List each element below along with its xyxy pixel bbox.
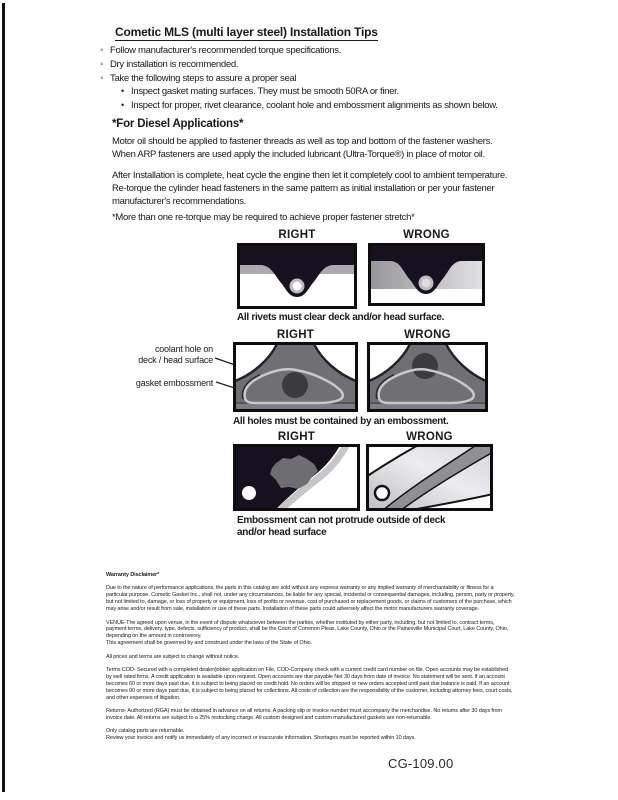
embossment-right-diagram — [233, 444, 360, 511]
coolant-hole-right-diagram — [233, 342, 358, 412]
warranty-heading: Warranty Disclaimer* — [106, 572, 160, 578]
bullet-icon — [121, 85, 131, 99]
list-item — [100, 58, 520, 72]
embossment-caption: Embossment can not protrude outside of deck and/or head surface — [237, 515, 446, 538]
returns-paragraph: Returns- Authorized (RGA) must be obtained in advance on all returns. A packing slip or invoice number must accompany the merchandise. No returns after 30 days from invoice date. All returns are subject to a 25% restocking charge. All custom designed and custom manufactured gaskets are non-returnable. — [106, 708, 502, 721]
rivet-wrong-diagram — [368, 243, 485, 306]
installation-tips-list — [100, 44, 520, 113]
embossment-wrong-diagram — [366, 444, 493, 511]
bullet-icon — [121, 99, 131, 113]
tip-text: Inspect gasket mating surfaces. They must be smooth 50RA or finer. — [131, 86, 399, 98]
invoice-review-line: Review your invoice and notify us immediately of any incorrect or inaccurate information. Shortages must be reported within 10 days. — [106, 735, 416, 742]
list-item — [100, 44, 520, 58]
warranty-paragraph: Due to the nature of performance applications, the parts in this catalog are sold without any express warranty or any implied warranty of merchantability or fitness for a particular purpose. Cometic Gasket Inc., shall not, under any circumstances, be liable for any special, incidental or consequential damages, including, person, party or property, but not limited to, damage, or loss of property or equipment, loss of profits or revenue, cost of purchased or replacement goods, or claims of customers of the purchase, which may arise and/or result from sale, installation or use of these parts. Installation of these parts could adversely affect the motor manufacturers warranty coverage. — [106, 585, 515, 613]
diesel-paragraph-1: Motor oil should be applied to fastener threads as well as top and bottom of the fastener washers. When ARP fasteners are used apply the included lubricant (Ultra-Torque®) in place of motor oil. — [112, 136, 493, 161]
gasket-embossment-annotation: gasket embossment — [135, 378, 213, 388]
right-label: RIGHT — [277, 431, 316, 443]
catalog-parts-line: Only catalog parts are returnable. — [106, 728, 185, 735]
wrong-label: WRONG — [404, 329, 451, 341]
page-title: Cometic MLS (multi layer steel) Installation Tips — [115, 25, 378, 39]
page-code: CG-109.00 — [388, 756, 454, 771]
right-label: RIGHT — [276, 329, 315, 341]
tip-text: Follow manufacturer's recommended torque specifications. — [110, 45, 342, 56]
governing-law-line: This agreement shall be governed by and construed under the laws of the State of Ohio. — [106, 640, 313, 647]
coolant-hole-caption: All holes must be contained by an embossment. — [233, 416, 449, 427]
tip-text: Dry installation is recommended. — [110, 58, 239, 70]
wrong-label: WRONG — [406, 431, 453, 443]
tip-text: Take the following steps to assure a proper seal — [110, 72, 297, 84]
venue-paragraph: VENUE-The agreed upon venue, in the event of dispute whatsoever between the parties, whether instituted by either party, including, but not limited to, contract terms, payment terms, delivery, type, defects, sufficiency of product, shall be the Court of Common Pleas, Lake County, Ohio or the Painesville Municipal Court, Lake County, Ohio, depending on the amount in controversy. — [106, 619, 509, 640]
warranty-disclaimer — [106, 572, 515, 749]
rivet-caption: All rivets must clear deck and/or head surface. — [237, 312, 445, 323]
wrong-label: WRONG — [403, 229, 450, 241]
terms-paragraph: Terms COD- Secured with a completed dealer/jobber application on File, COD-Company check with a current credit card number on file. Open accounts may be established by well rated firms. A credit application is available upon request. Open accounts are due payable Net 30 days from date of invoice. No statement will be sent. If an account becomes 60 or more days past due, it is subject to being placed on credit hold. No orders will be shipped or new orders accepted until past due balance is paid. If an account becomes 90 or more days past due, it is subject to being placed for collections. All costs of collection are the responsibility of the customer, including attorney fees, court costs, and other expenses of litigation. — [106, 667, 513, 701]
coolant-hole-wrong-diagram — [367, 342, 488, 412]
bullet-icon — [100, 44, 110, 58]
bullet-icon — [100, 58, 110, 72]
coolant-hole-annotation: coolant hole on deck / head surface — [138, 344, 213, 365]
page-edge-line — [2, 3, 5, 792]
retorque-note: *More than one re-torque may be required to achieve proper fastener stretch* — [112, 212, 415, 223]
bullet-icon — [100, 72, 110, 86]
rivet-right-diagram — [237, 243, 357, 309]
tip-text: Inspect for proper, rivet clearance, coolant hole and embossment alignments as shown below. — [131, 100, 498, 112]
list-item — [121, 85, 520, 99]
right-label: RIGHT — [278, 229, 316, 241]
prices-line: All prices and terms are subject to change without notice. — [106, 653, 240, 660]
list-item — [121, 99, 520, 113]
list-item — [100, 72, 520, 86]
diesel-section-heading: *For Diesel Applications* — [112, 118, 244, 130]
diesel-paragraph-2: After Installation is complete, heat cycle the engine then let it completely cool to ambient temperature. Re-torque the cylinder head fasteners in the same pattern as initial installation or per your fastener manufacturer's recommendations. — [112, 170, 508, 208]
